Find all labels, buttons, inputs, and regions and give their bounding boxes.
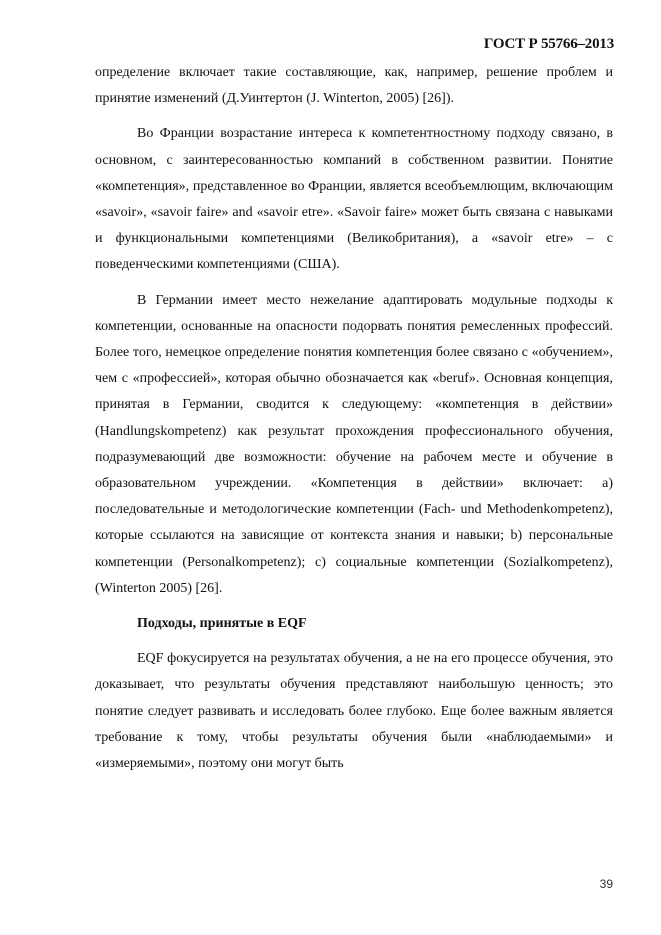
paragraph-eqf: EQF фокусируется на результатах обучения, а не на его процессе обучения, это доказывает, что результаты обучения представляют наибольшую ценность; это понятие следует развивать и исследовать более глубоко. Еще более важным является требование к тому, чтобы результаты обучения были «наблюдаемыми» и «измеряемыми», поэтому они могут быть — [95, 651, 613, 772]
section-heading: Подходы, принятые в EQF — [137, 616, 307, 632]
document-body — [95, 60, 613, 777]
paragraph-germany: В Германии имеет место нежелание адаптировать модульные подходы к компетенции, основанные на опасности подорвать понятия ремесленных профессий. Более того, немецкое определение понятия компетенция более связано с «обучением», чем с «профессией», которая обычно обозначается как «beruf». Основная концепция, принятая в Германии, сводится к следующему: «компетенция в действии» (Handlungskompetenz) как результат прохождения профессионального обучения, подразумевающий две возможности: обучение на рабочем месте и обучение в образовательном учреждении. «Компетенция в действии» включает: a) последовательные и методологические компетенции (Fach- und Methodenkompetenz), которые ссылаются на зависящие от контекста знания и навыки; b) персональные компетенции (Personalkompetenz); c) социальные компетенции (Sozialkompetenz), (Winterton 2005) [26]. — [95, 292, 613, 596]
paragraph-continuation: определение включает такие составляющие, как, например, решение проблем и принятие изменений (Д.Уинтертон (J. Winterton, 2005) [26]). — [95, 65, 613, 107]
paragraph-france: Во Франции возрастание интереса к компетентностному подходу связано, в основном, с заинтересованностью компаний в собственном развитии. Понятие «компетенция», представленное во Франции, является всеобъемлющим, включающим «savoir», «savoir faire» and «savoir etre». «Savoir faire» может быть связана с навыками и функциональными компетенциями (Великобритания), а «savoir etre» – с поведенческими компетенциями (США). — [95, 126, 613, 273]
document-header: ГОСТ Р 55766–2013 — [483, 36, 614, 52]
page-number: 39 — [599, 877, 613, 891]
